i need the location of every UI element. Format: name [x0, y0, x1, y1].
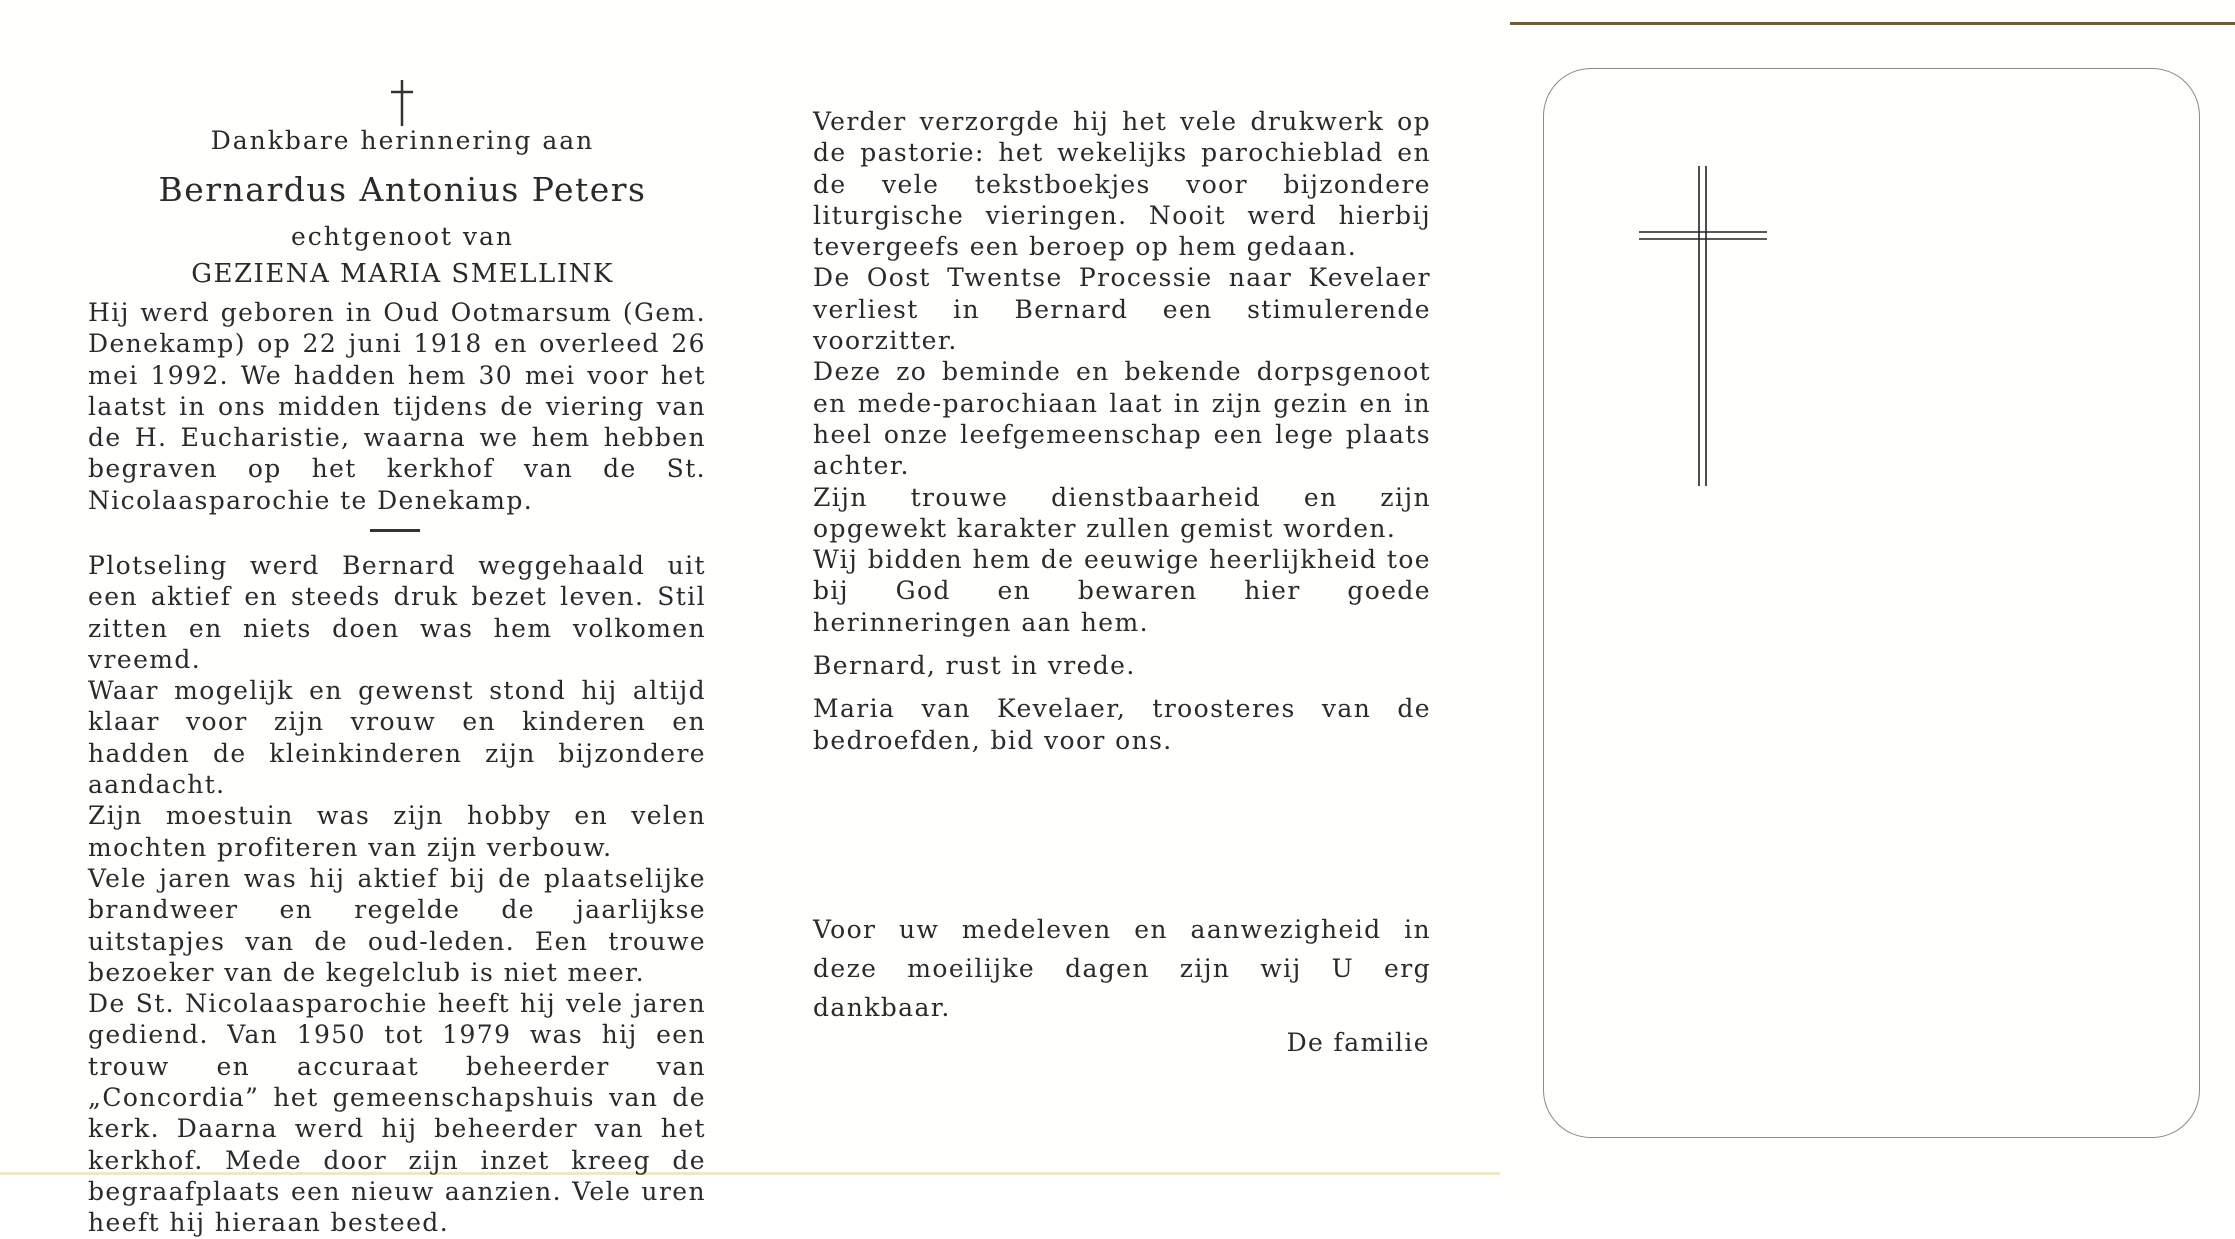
- life-paragraph: Waar mogelijk en gewenst stond hij altijd klaar voor zijn vrouw en kinderen en hadden de kleinkinderen zijn bijzondere aandacht.: [88, 676, 706, 800]
- life-paragraph: Plotseling werd Bernard weggehaald uit een aktief en steeds druk bezet leven. Stil zitten en niets doen was hem volkomen vreemd.: [88, 551, 706, 674]
- prayer-line: Maria van Kevelaer, troosteres van de bedroefden, bid voor ons.: [813, 694, 1431, 755]
- deceased-name: Bernardus Antonius Peters: [158, 170, 647, 209]
- section-divider: [370, 529, 420, 532]
- spouse-label: echtgenoot van: [290, 222, 515, 251]
- story-paragraph: De Oost Twentse Processie naar Kevelaer verliest in Bernard een stimulerende voorzitter.: [813, 263, 1431, 356]
- spouse-name: GEZIENA MARIA SMELLINK: [191, 259, 614, 289]
- top-rule: [1510, 22, 2235, 25]
- cross-icon: [383, 78, 421, 128]
- life-paragraph: Zijn moestuin was zijn hobby en velen mochten profiteren van zijn verbouw.: [88, 801, 706, 862]
- farewell-line: Bernard, rust in vrede.: [813, 651, 1136, 681]
- thanks-paragraph: Voor uw medeleven en aanwezigheid in deze moeilijke dagen zijn wij U erg dankbaar.: [813, 915, 1431, 1022]
- story-paragraph: Wij bidden hem de eeuwige heerlijkheid toe bij God en bewaren hier goede herinneringen aan hem.: [813, 545, 1431, 637]
- family-signature: De familie: [1286, 1028, 1430, 1057]
- life-story: [88, 550, 706, 1239]
- cross-icon: [1633, 162, 1773, 492]
- remembrance-heading: Dankbare herinnering aan: [210, 126, 595, 155]
- story-paragraph: Verder verzorgde hij het vele drukwerk op de pastorie: het wekelijks parochieblad en de vele tekstboekjes voor bijzondere liturgische vieringen. Nooit werd hierbij tevergeefs een beroep op hem gedaan.: [813, 107, 1431, 262]
- birth-death-paragraph: Hij werd geboren in Oud Ootmarsum (Gem. Denekamp) op 22 juni 1918 en overleed 26 mei 1992. We hadden hem 30 mei voor het laatst in ons midden tijdens de viering van de H. Eucharistie, waarna we hem hebben begraven op het kerkhof van de St. Nicolaasparochie te Denekamp.: [88, 298, 706, 515]
- life-paragraph: Vele jaren was hij aktief bij de plaatselijke brandweer en regelde de jaarlijkse uitstapjes van de oud-leden. Een trouwe bezoeker van de kegelclub is niet meer.: [88, 863, 706, 987]
- story-paragraph: Deze zo beminde en bekende dorpsgenoot en mede-parochiaan laat in zijn gezin en in heel onze leefgemeenschap een lege plaats achter.: [813, 357, 1431, 481]
- continued-story: [813, 106, 1431, 756]
- story-paragraph: Zijn trouwe dienstbaarheid en zijn opgewekt karakter zullen gemist worden.: [813, 482, 1431, 543]
- life-paragraph: De St. Nicolaasparochie heeft hij vele jaren gediend. Van 1950 tot 1979 was hij een trouw en accuraat beheerder van „Concordia” het gemeenschapshuis van de kerk. Daarna werd hij beheerder van het kerkhof. Mede door zijn inzet kreeg de begraafplaats een nieuw aanzien. Vele uren heeft hij hieraan besteed.: [88, 989, 706, 1238]
